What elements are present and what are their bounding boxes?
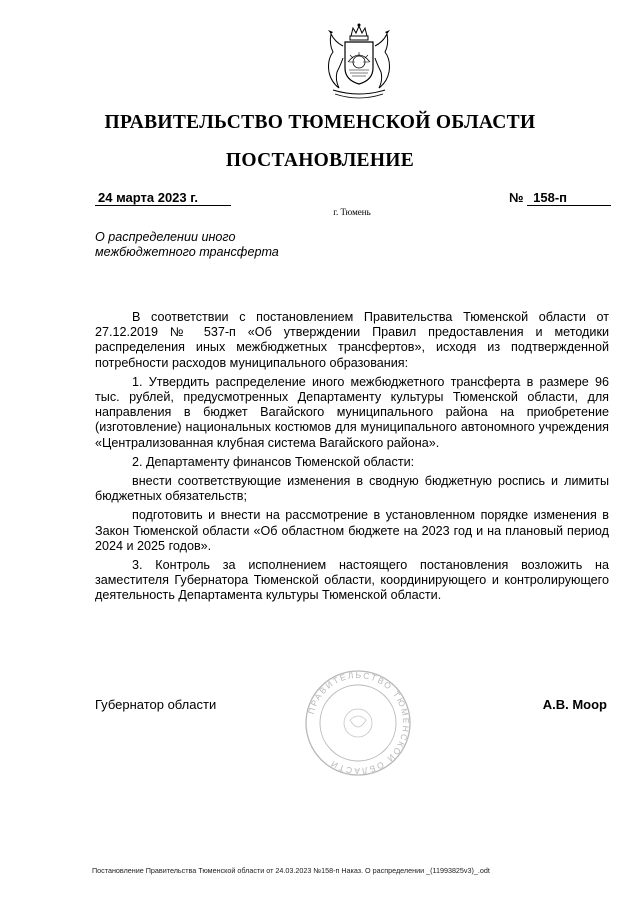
- paragraph-item-2: 2. Департаменту финансов Тюменской области:: [132, 454, 415, 469]
- paragraph-preamble: В соответствии с постановлением Правительства Тюменской области от 27.12.2019 № 537-п «Об утверждении Правил предоставления и методики распределения иных межбюджетных трансфертов», исходя из подтвержденной потребности расходов муниципального образования:: [95, 310, 609, 370]
- number-sign: №: [509, 190, 524, 205]
- document-number: 158-п: [527, 190, 611, 206]
- document-number-block: [509, 190, 611, 206]
- document-type-heading: ПОСТАНОВЛЕНИЕ: [225, 150, 415, 171]
- coat-of-arms-emblem: [315, 22, 403, 104]
- signer-role: Губернатор области: [95, 697, 217, 712]
- paragraph-item-2-sub-1: внести соответствующие изменения в сводную бюджетную роспись и лимиты бюджетных обязательств;: [95, 474, 609, 504]
- paragraph-item-2-sub-2: подготовить и внести на рассмотрение в установленном порядке изменения в Закон Тюменской области «Об областном бюджете на 2023 год и на плановый период 2024 и 2025 годов».: [95, 508, 609, 553]
- signer-name: А.В. Моор: [542, 697, 607, 712]
- document-body: [95, 310, 609, 608]
- city-label: г. Тюмень: [333, 207, 371, 217]
- official-seal-stamp: [303, 668, 413, 778]
- seal-text: ПРАВИТЕЛЬСТВО ТЮМЕНСКОЙ ОБЛАСТИ: [305, 669, 412, 777]
- paragraph-item-3: 3. Контроль за исполнением настоящего постановления возложить на заместителя Губернатора Тюменской области, координирующего и контролирующего деятельность Департамента культуры Тюменской области.: [95, 558, 609, 603]
- paragraph-item-1: 1. Утвердить распределение иного межбюджетного трансферта в размере 96 тыс. рублей, предусмотренных Департаменту культуры Тюменской области, для направления в бюджет Вагайского муниципального района на приобретение (изготовление) национальных костюмов для муниципального автономного учреждения «Централизованная клубная система Вагайского района».: [95, 374, 609, 450]
- subject-line-2: межбюджетного трансферта: [95, 245, 279, 259]
- subject-line-1: О распределении иного: [95, 230, 236, 244]
- document-subject: [95, 230, 355, 260]
- document-date: 24 марта 2023 г.: [95, 190, 231, 206]
- government-title: ПРАВИТЕЛЬСТВО ТЮМЕНСКОЙ ОБЛАСТИ: [104, 112, 536, 133]
- document-footer: Постановление Правительства Тюменской области от 24.03.2023 №158-п Наказ. О распределении _(11993825v3)_.odt: [92, 866, 490, 875]
